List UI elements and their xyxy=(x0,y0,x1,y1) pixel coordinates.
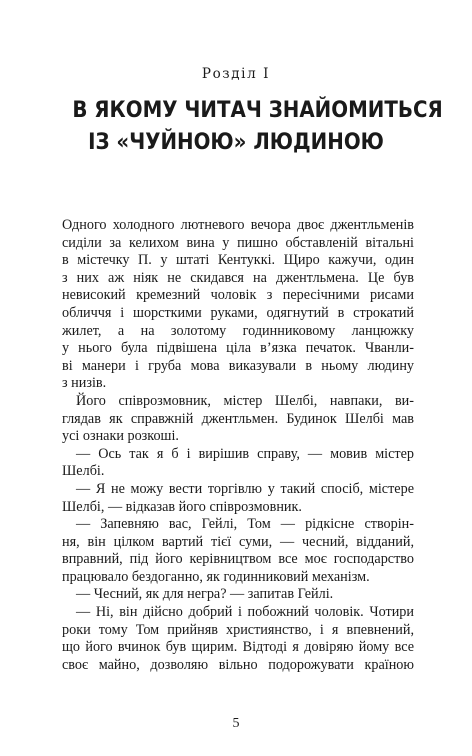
text-line: обличчя і шорсткими руками, одягнутий в строкатий xyxy=(62,304,414,321)
text-line: ня, він цілком вартий тієї суми, — чесний, відданий, xyxy=(62,533,414,550)
text-line: в містечку П. у штаті Кентуккі. Щиро кажучи, один xyxy=(62,252,414,269)
paragraph xyxy=(62,586,414,604)
text-line: невисокий кремезний чоловік з пересічними рисами xyxy=(62,287,414,304)
chapter-title-line: ІЗ «ЧУЙНОЮ» ЛЮДИНОЮ xyxy=(88,129,384,155)
text-line: Шелбі, — відказав його співрозмовник. xyxy=(62,498,302,515)
text-line: — Ні, він дійсно добрий і побожний чоловік. Чотири xyxy=(76,604,414,621)
text-line: у нього була підвішена ціла в’язка печаток. Чванли- xyxy=(62,340,414,357)
page-number: 5 xyxy=(232,716,240,731)
paragraph xyxy=(62,604,414,674)
text-line: сиділи за келихом вина у пишно обставленій вітальні xyxy=(62,234,414,251)
text-line: Шелбі. xyxy=(62,463,105,480)
text-line: працювало бездоганно, як годинниковий механізм. xyxy=(62,568,370,585)
text-line: усі ознаки розкоші. xyxy=(62,428,179,445)
text-line: своє майно, дозволяю вільно подорожувати країною xyxy=(62,656,414,673)
text-line: жилет, а на золотому годинниковому ланцюжку xyxy=(62,322,414,339)
text-line: ві манери і груба мова виказували в ньому людину xyxy=(62,357,414,374)
text-line: Одного холодного лютневого вечора двоє джентльменів xyxy=(62,217,414,233)
text-line: вправний, під його керівництвом все моє господарство xyxy=(62,551,414,568)
chapter-body-text xyxy=(62,217,414,674)
text-line: з низів. xyxy=(62,375,107,392)
text-line: роки тому Том прийняв християнство, і я впевнений, xyxy=(62,621,414,638)
paragraph xyxy=(62,516,414,586)
text-line: — Запевняю вас, Гейлі, Том — рідкісне створін- xyxy=(76,516,414,533)
chapter-title xyxy=(72,94,443,158)
chapter-label: Розділ I xyxy=(201,66,271,82)
text-line: глядав як справжній джентльмен. Будинок Шелбі мав xyxy=(62,410,414,427)
text-line: — Ось так я б і вирішив справу, — мовив містер xyxy=(76,445,414,462)
paragraph xyxy=(62,481,414,516)
text-line: що його вчинок був щирим. Відтоді я довіряю йому все xyxy=(62,639,414,656)
text-line: — Чесний, як для негра? — запитав Гейлі. xyxy=(76,586,334,603)
text-line: з них аж ніяк не скидався на джентльмена. Це був xyxy=(62,269,414,286)
paragraph xyxy=(62,217,414,393)
paragraph xyxy=(62,446,414,481)
paragraph xyxy=(62,393,414,446)
text-line: Його співрозмовник, містер Шелбі, навпаки, ви- xyxy=(76,392,414,409)
text-line: — Я не можу вести торгівлю у такий спосіб, містере xyxy=(76,480,414,497)
chapter-title-line: В ЯКОМУ ЧИТАЧ ЗНАЙОМИТЬСЯ xyxy=(72,97,443,123)
